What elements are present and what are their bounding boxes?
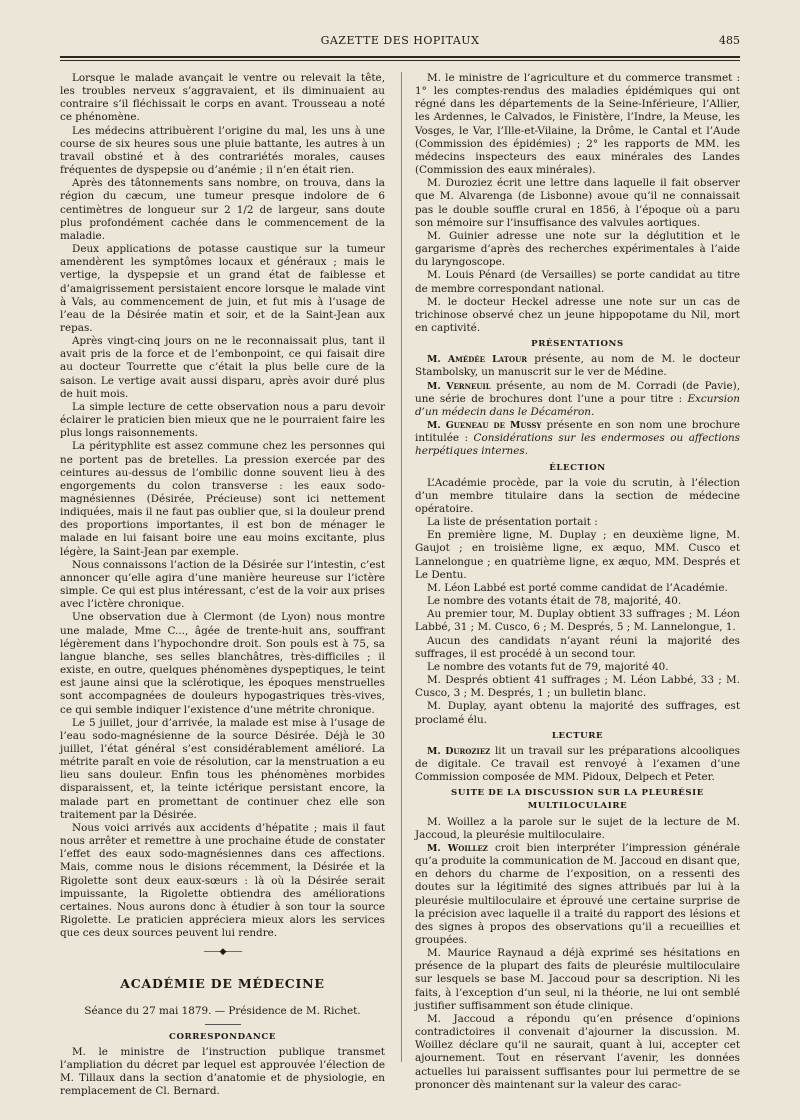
paragraph: Lorsque le malade avançait le ventre ou relevait la tête, les troubles nerveux s’aggravaient, et ils diminuaient au contraire s’il fléchissait le corps en avant. Trousseau a noté ce phénomène. [60,72,385,124]
paragraph [415,353,740,379]
election-heading: ÉLECTION [549,462,606,473]
paragraph [415,745,740,784]
paragraph: Le nombre des votants fut de 79, majorité 40. [427,660,669,673]
paragraph: M. Després obtient 41 suffrages ; M. Léon Labbé, 33 ; M. Cusco, 3 ; M. Després, 1 ; un bulletin blanc. [415,674,740,700]
page-number: 485 [719,34,740,47]
paragraph: M. Léon Labbé est porté comme candidat de l’Académie. [427,581,728,594]
left-column [60,72,385,1099]
discussion-heading: SUITE DE LA DISCUSSION SUR LA PLEURÉSIE MULTILOCULAIRE [451,788,704,812]
short-divider [205,1024,241,1025]
paragraph: M. Guinier adresse une note sur la déglutition et le gargarisme d’après des recherches expérimentales à l’aide du laryngoscope. [415,229,740,269]
speaker-name: M. Duroziez [427,745,491,757]
paragraph-text: croit bien interpréter l’impression générale qu’a produite la communication de M. Jaccoud en disant que, en dehors du charme de l’exposition, on a ressenti des doutes sur la légitimité des signes attribués par lui à la pleurésie multiloculaire et éprouvé une certaine surprise de la précision avec laquelle il a traité du rapport des lésions et des signes à propos des observations qu’il a recueillies et groupées. [415,841,740,946]
academy-heading: ACADÉMIE DE MÉDECINE [120,976,325,992]
paragraph-text: lit un travail sur les préparations alcooliques de digitale. Ce travail est renvoyé à l’examen d’une Commission composée de MM. Pidoux, Delpech et Peter. [415,744,741,784]
paragraph: Après vingt-cinq jours on ne le reconnaissait plus, tant il avait pris de la force et de l’embonpoint, ce qui faisait dire au docteur Tourrette que c’était la plus belle cure de la saison. Le vertige avait aussi disparu, après avoir duré plus de huit mois. [60,335,385,400]
journal-title: GAZETTE DES HOPITAUX [320,34,480,47]
paragraph-text: présente en son nom une brochure intitulée : [415,419,740,445]
paragraph: La pérityphlite est assez commune chez les personnes qui ne portent pas de bretelles. La pression exercée par des ceintures au-dessus de l’ombilic donne souvent lieu à des engorgements du colon transverse : les eaux sodo-magnésiennes (Désirée, Précieuse) sont ici nettement indiquées, mais il ne faut pas oublier que, si la douleur prend des proportions importantes, il est bon de ménager le malade en lui faisant boire une eau moins excitante, plus légère, la Saint-Jean par exemple. [60,440,385,558]
speaker-name: M. Verneuil [427,380,491,392]
right-column [415,72,740,1092]
paragraph: En première ligne, M. Duplay ; en deuxième ligne, M. Gaujot ; en troisième ligne, ex æquo, MM. Cusco et Lannelongue ; en quatrième ligne, ex æquo, MM. Després et Le Dentu. [415,529,740,581]
column-divider [401,72,402,1062]
paragraph: L’Académie procède, par la voie du scrutin, à l’élection d’un membre titulaire dans la section de médecine opératoire. [415,476,740,515]
paragraph: M. Duplay, ayant obtenu la majorité des suffrages, est proclamé élu. [415,700,740,726]
paragraph: Les médecins attribuèrent l’origine du mal, les uns à une course de six heures sous une pluie battante, les autres à un travail obstiné et à des contrariétés morales, causes fréquentes de dyspepsie ou d’anémie ; il n’en était rien. [60,124,385,177]
paragraph: Au premier tour, M. Duplay obtient 33 suffrages ; M. Léon Labbé, 31 ; M. Cusco, 6 ; M. Després, 5 ; M. Lannelongue, 1. [415,608,740,634]
paragraph: La liste de présentation portait : [427,516,598,529]
paragraph: Le 5 juillet, jour d’arrivée, la malade est mise à l’usage de l’eau sodo-magnésienne de la source Désirée. Déjà le 30 juillet, l’état général s’est considérablement amélioré. La métrite paraît en voie de résolution, car la menstruation a eu lieu sans douleur. Enfin tous les phénomènes morbides disparaissent, et, la teinte ictérique persistant encore, la malade part en promettant de continuer chez elle son traitement par la Désirée. [60,716,385,821]
paragraph: M. le ministre de l’agriculture et du commerce transmet : 1° les comptes-rendus des maladies épidémiques qui ont régné dans les départements de la Seine-Inférieure, l’Allier, les Ardennes, le Calvados, le Finistère, l’Indre, la Meuse, les Vosges, le Var, l’Ille-et-Vilaine, la Drôme, le Cantal et l’Aude (Commission des épidémies) ; 2° les rapports de MM. les médecins inspecteurs des eaux minérales des Landes (Commission des eaux minérales). [415,72,740,177]
presentations-heading: PRÉSENTATIONS [531,339,624,350]
speaker-name: M. Amédée Latour [427,354,528,366]
paragraph: Nous connaissons l’action de la Désirée sur l’intestin, c’est annoncer qu’elle agira d’une manière heureuse sur l’ictère simple. Ce qui est plus intéressant, c’est de la voir aux prises avec l’ictère chronique. [60,558,385,611]
speaker-name: M. Woillez [427,842,488,854]
paragraph: M. Jaccoud a répondu qu’en présence d’opinions contradictoires il convenait d’ajourner la discussion. M. Woillez déclare qu’il ne saurait, quant à lui, accepter cet ajournement. Tout en réservant l’avenir, les données actuelles lui paraissent suffisantes pour lui permettre de se prononcer dès maintenant sur la valeur des carac- [415,1012,740,1091]
paragraph: M. Maurice Raynaud a déjà exprimé ses hésitations en présence de la plupart des faits de pleurésie multiloculaire sur lesquels se base M. Jaccoud pour sa description. Ni les faits, à l’exception d’un seul, ni la théorie, ne lui ont semblé justifier suffisamment son étude clinique. [415,947,740,1012]
header-rule [60,56,740,58]
correspondance-heading: CORRESPONDANCE [169,1031,276,1042]
paragraph [415,380,740,419]
section-ornament: ——◆—— [203,947,242,958]
paragraph: Deux applications de potasse caustique sur la tumeur amendèrent les symptômes locaux et généraux ; mais le vertige, la dyspepsie et un grand état de faiblesse et d’amaigrissement persistaient encore lorsque le malade vint à Vals, au commencement de juin, et fut mis à l’usage de l’eau de la Désirée matin et soir, et de la Saint-Jean aux repas. [60,243,385,334]
paragraph: Aucun des candidats n’ayant réuni la majorité des suffrages, il est procédé à un second tour. [415,634,740,660]
paragraph: M. le docteur Heckel adresse une note sur un cas de trichinose observé chez un jeune hippopotame du Nil, mort en captivité. [415,295,740,334]
paragraph: M. Woillez a la parole sur le sujet de la lecture de M. Jaccoud, la pleurésie multiloculaire. [415,815,740,841]
speaker-name: M. Gueneau de Mussy [427,420,542,432]
seance-line: Séance du 27 mai 1879. — Présidence de M. Richet. [84,1004,361,1017]
paragraph-text: présente, au nom de M. Corradi (de Pavie), une série de brochures dont l’une a pour titre : [415,379,740,405]
paragraph: Le nombre des votants était de 78, majorité, 40. [427,595,682,608]
paragraph: M. le ministre de l’instruction publique transmet l’ampliation du décret par lequel est approuvée l’élection de M. Tillaux dans la section d’anatomie et de physiologie, en remplacement de Cl. Bernard. [60,1045,385,1098]
paragraph: M. Louis Pénard (de Versailles) se porte candidat au titre de membre correspondant national. [415,269,740,295]
paragraph-text: présente, au nom de M. le docteur Stambolsky, un manuscrit sur le ver de Médine. [415,353,740,379]
work-title: Excursion d’un médecin dans le Décaméron. [415,392,740,418]
paragraph [415,419,740,458]
paragraph [415,842,740,947]
work-title: Considérations sur les endermoses ou affections herpétiques internes. [415,432,740,458]
paragraph: Après des tâtonnements sans nombre, on trouva, dans la région du cæcum, une tumeur presque indolore de 6 centimètres de longueur sur 2 1/2 de largeur, sans doute plus profondément cachée dans le commencement de la maladie. [60,177,385,242]
header-rule-thin [60,60,740,61]
paragraph: Une observation due à Clermont (de Lyon) nous montre une malade, Mme C..., âgée de trente-huit ans, souffrant légèrement dans l’hypochondre droit. Son pouls est à 75, sa langue blanche, ses selles blanchâtres, très-difficiles ; il existe, en outre, quelques phénomènes dyspeptiques, le teint est jaune ainsi que la sclérotique, les époques menstruelles sont accompagnées de douleurs hypogastriques très-vives, ce qui semble indiquer l’existence d’une métrite chronique. [60,611,385,716]
paragraph: La simple lecture de cette observation nous a paru devoir éclairer le praticien bien mieux que ne le pourraient faire les plus longs raisonnements. [60,400,385,440]
running-head [60,34,740,54]
paragraph: Nous voici arrivés aux accidents d’hépatite ; mais il faut nous arrêter et remettre à une prochaine étude de constater l’effet des eaux sodo-magnésiennes dans ces affections. Mais, comme nous le disions récemment, la Désirée et la Rigolette sont deux eaux-sœurs : là où la Désirée serait impuissante, la Rigolette obtiendra des améliorations certaines. Nous aurons donc à étudier à son tour la source Rigolette. Le praticien appréciera mieux alors les services que ces deux sources peuvent lui rendre. [60,821,385,940]
paragraph: M. Duroziez écrit une lettre dans laquelle il fait observer que M. Alvarenga (de Lisbonne) avoue qu’il ne connaissait pas le double souffle crural en 1856, à l’époque où a paru son mémoire sur l’insuffisance des valvules aortiques. [415,177,740,229]
lecture-heading: LECTURE [551,730,604,741]
